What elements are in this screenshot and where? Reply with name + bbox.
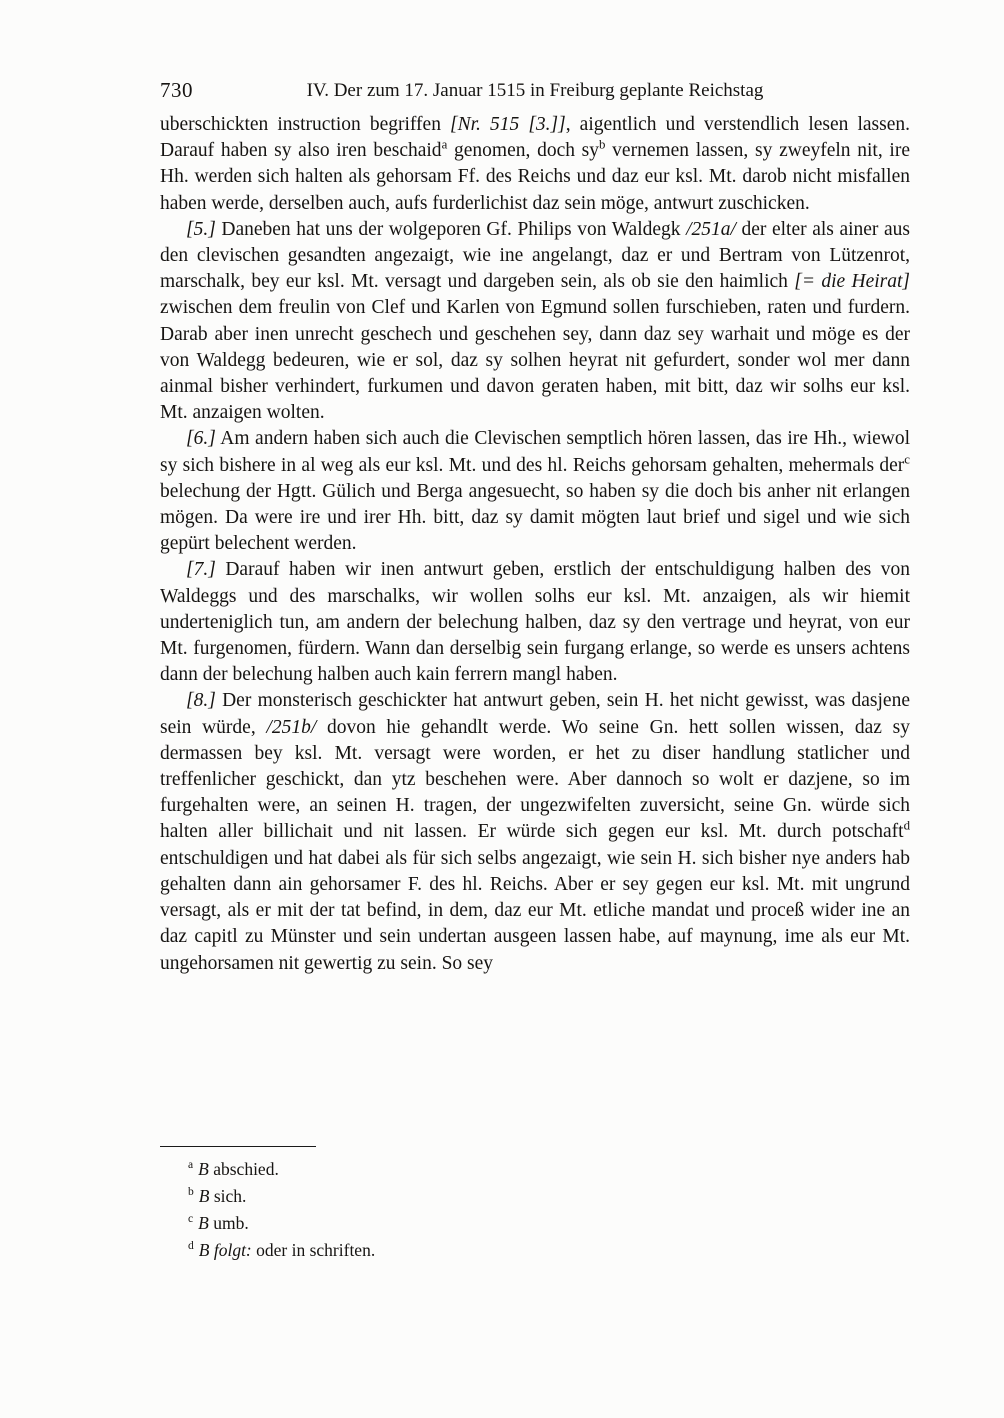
text-run: Der monsterisch geschickter hat antwurt geben, sein H. het nicht gewisst, was dasjene sein würde, [160, 690, 910, 738]
paragraph [160, 112, 910, 217]
footnote-reference: d [903, 818, 910, 833]
italic-text-run: B [198, 1159, 209, 1179]
italic-text-run: B [198, 1213, 209, 1233]
page-number: 730 [160, 78, 193, 102]
italic-text-run: [6.] [186, 428, 216, 450]
italic-text-run: /251b/ [266, 716, 317, 738]
paragraph [160, 426, 910, 557]
text-run: der elter als ainer aus den clevischen gesandten angezaigt, wie ine angelangt, daz er und Bertram von Lützenrot, marschalk, bey eur ksl. Mt. versagt und dargeben sein, als ob sie den haimlich [160, 218, 910, 293]
text-run: oder in schriften. [251, 1240, 376, 1260]
paragraph [160, 557, 910, 688]
text-run: dovon hie gehandlt werde. Wo seine Gn. hett sollen wissen, daz sy dermassen bey ksl. Mt. versagt were worden, er het zu diser handlung statlicher und treffenlicher geschickt, dan ytz beschehen were. Aber dannoch so wolt er dazjene, so im furgehalten were, an seinen H. tragen, der ungezwifelten zuversicht, seine Gn. würde sich halten aller billichait und nit lassen. Er würde sich gegen eur ksl. Mt. durch potschaft [160, 716, 910, 843]
footnote-marker: c [188, 1213, 194, 1226]
text-run: belechung der Hgtt. Gülich und Berga angesuecht, so haben sy die doch bis anher nit erlangen mögen. Da were ire und irer Hh. bitt, daz sy damit mögten laut brief und sigel und wie sich gepürt belechent werden. [160, 480, 910, 555]
text-run: Darauf haben wir inen antwurt geben, erstlich der entschuldigung halben des von Waldeggs und des marschalks, wir wollen solhs eur ksl. Mt. anzaigen, als wir hiemit underteniglich tun, am andern der belechung halben, daz sy den vertrage und heyrat, von eur Mt. furgenomen, fürdern. Wann dan derselbig sein furgang erlange, so werde es unsers achtens dann der belechung halben auch kain ferrern mangl haben. [160, 559, 910, 686]
paragraph [160, 217, 910, 427]
text-run: uberschickten instruction begriffen [160, 114, 451, 135]
text-run: vernemen lassen, sy zweyfeln nit, ire Hh. werden sich halten als gehorsam Ff. des Reichs und daz eur ksl. Mt. darob nicht misfallen haben werde, derselben auch, aufs furderlichist daz sein möge, antwurt zuschicken. [160, 140, 910, 214]
footnote [160, 1210, 910, 1237]
italic-text-run: /251a/ [686, 218, 736, 240]
footnotes-list [160, 1156, 910, 1264]
footnote-marker: a [188, 1159, 194, 1172]
italic-text-run: [7.] [186, 559, 216, 581]
footnote-reference: a [441, 137, 448, 152]
footnote-separator-rule [160, 1146, 316, 1147]
page-header [160, 80, 910, 102]
text-run: sich. [209, 1186, 247, 1206]
footnote-reference: b [599, 137, 606, 152]
footnote [160, 1156, 910, 1183]
text-run: entschuldigen und hat dabei als für sich selbs angezaigt, wie sein H. sich bisher nye anders hab gehalten dann ain gehorsamer F. des hl. Reichs. Aber er sey gegen eur ksl. Mt. mit ungrund versagt, als er mit der tat befind, in dem, daz eur Mt. etliche mandat und proceß wider ine an daz capitl zu Münster und sein undertan ausgeen lassen habe, auf maynung, ime als eur Mt. ungehorsamen nit gewertig zu sein. So sey [160, 847, 910, 974]
italic-text-run: [8.] [186, 690, 216, 712]
text-run: Am andern haben sich auch die Clevischen semptlich hören lassen, das ire Hh., wiewol sy sich bishere in al weg als eur ksl. Mt. und des hl. Reichs gehorsam gehalten, mehermals der [160, 428, 910, 476]
paragraph [160, 688, 910, 976]
text-run: zwischen dem freulin von Clef und Karlen von Egmund sollen furschieben, raten und furdern. Darab aber inen unrecht geschech und geschehen sey, dann daz sey warhait und möge es der von Waldegg bedeuren, wie er sol, daz sy solhen heyrat nit gefurdert, sonder wol mer dann ainmal bisher verhindert, furkumen und davon geraten haben, mit bitt, daz wir solhs eur ksl. Mt. anzaigen wolten. [160, 297, 910, 424]
italic-text-run: B folgt: [198, 1240, 252, 1260]
text-run: Daneben hat uns der wolgeporen Gf. Philips von Waldegk [215, 218, 687, 240]
text-run: , aigentlich und verstendlich lesen lassen. Darauf haben sy also iren beschaid [160, 114, 910, 162]
running-header: IV. Der zum 17. Januar 1515 in Freiburg geplante Reichstag [306, 80, 764, 101]
footnote [160, 1237, 910, 1264]
text-run: abschied. [208, 1159, 279, 1179]
text-run: genomen, doch sy [447, 140, 600, 162]
footnote-marker: b [188, 1186, 194, 1199]
footnote-marker: d [188, 1240, 194, 1253]
italic-text-run: B [198, 1186, 210, 1206]
footnote-reference: c [904, 452, 910, 467]
footnotes-section [160, 1146, 910, 1264]
text-run: umb. [208, 1213, 249, 1233]
body-text [160, 112, 910, 977]
italic-text-run: [= die Heirat] [794, 271, 910, 293]
footnote [160, 1183, 910, 1210]
italic-text-run: [5.] [186, 218, 216, 240]
italic-text-run: [Nr. 515 [3.]] [450, 114, 566, 135]
